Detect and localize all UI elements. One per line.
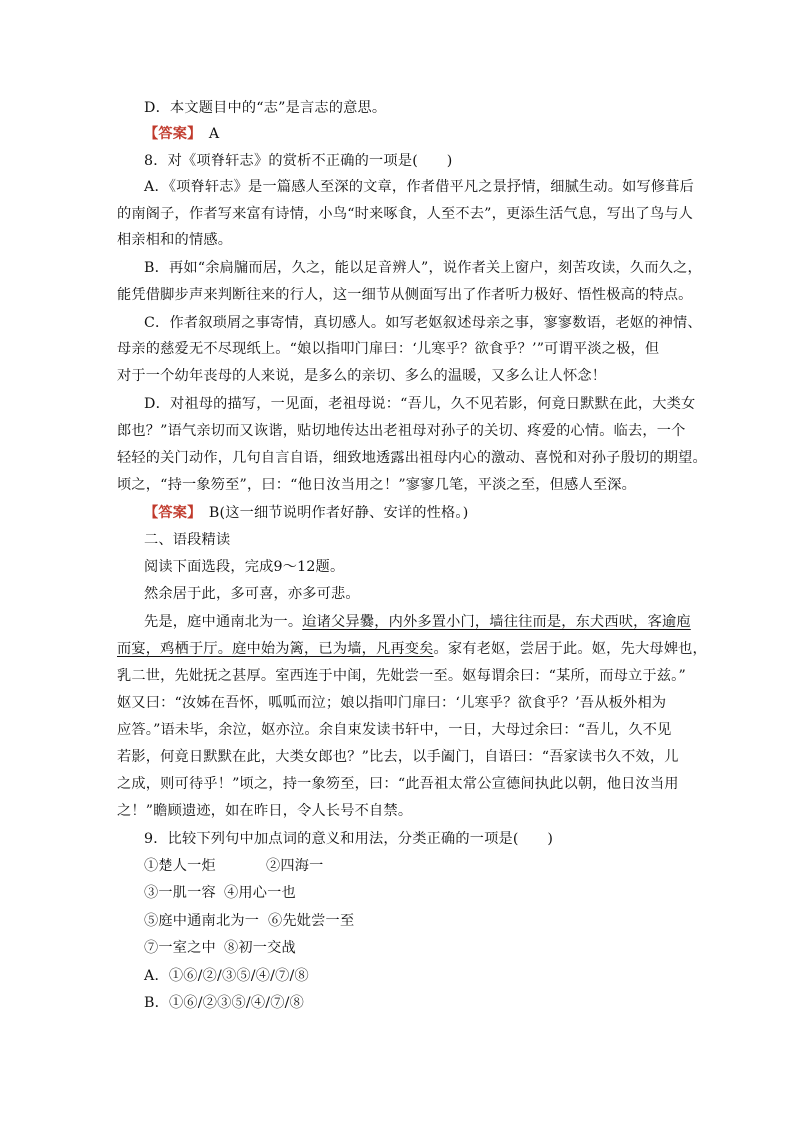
q9-item: ⑧初一交战 xyxy=(224,940,296,956)
section-heading: 二、语段精读 xyxy=(144,532,231,548)
q9-item: ⑥先妣尝一至 xyxy=(268,913,355,929)
passage-line xyxy=(144,612,691,632)
underlined-sentence: 迨诸父异爨，内外多置小门，墙往往而是，东犬西吠，客逾庖 xyxy=(302,614,691,630)
q8-option-c-line: C．作者叙琐屑之事寄情，真切感人。如写老妪叙述母亲之事，寥寥数语，老妪的神情、 xyxy=(144,315,702,331)
passage-intro: 然余居于此，多可喜，亦多可悲。 xyxy=(144,586,360,602)
q9-item: ⑦一室之中 xyxy=(144,940,216,956)
q9-item: ①楚人一炬 xyxy=(144,858,216,874)
passage-text: 先是，庭中通南北为一。 xyxy=(144,614,303,630)
q8-option-c-line: 对于一个幼年丧母的人来说，是多么的亲切、多么的温暖，又多么让人怀念！ xyxy=(117,368,607,384)
passage-line: 妪又曰：“汝姊在吾怀，呱呱而泣；娘以指叩门扉曰：‘儿寒乎？欲食乎？’吾从板外相为 xyxy=(117,695,667,711)
q8-option-a-line: 相亲相和的情感。 xyxy=(117,232,233,248)
q9-item: ④用心一也 xyxy=(224,885,296,901)
q8-option-b-line: B．再如“余扃牖而居，久之，能以足音辨人”，说作者关上窗户，刻苦攻读，久而久之， xyxy=(144,260,702,276)
q8-option-a-line: A．《项脊轩志》是一篇感人至深的文章，作者借平凡之景抒情，细腻生动。如写修葺后 xyxy=(144,179,695,195)
q9-stem: 9．比较下列句中加点词的意义和用法，分类正确的一项是( ) xyxy=(144,831,554,847)
passage-line: 应答。”语未毕，余泣，妪亦泣。余自束发读书轩中，一日，大母过余曰：“吾儿，久不见 xyxy=(117,722,672,738)
q8-option-b-line: 能凭借脚步声来判断往来的行人，这一细节从侧面写出了作者听力极好、悟性极高的特点。 xyxy=(117,287,693,303)
passage-line: 若影，何竟日默默在此，大类女郎也？”比去，以手阖门，自语曰：“吾家读书久不效，儿 xyxy=(117,749,679,765)
q8-option-d-line: 郎也？”语气亲切而又诙谐，贴切地传达出老祖母对孙子的关切、疼爱的心情。临去，一个 xyxy=(117,423,686,439)
passage-line: 之成，则可待乎！”顷之，持一象笏至，曰：“此吾祖太常公宣德间执此以朝，他日汝当用 xyxy=(117,776,679,792)
q9-item: ③一肌一容 xyxy=(144,885,216,901)
q9-option-a: A．①⑥/②/③⑤/④/⑦/⑧ xyxy=(144,968,309,984)
q8-option-c-line: 母亲的慈爱无不尽现纸上。“娘以指叩门扉曰：‘儿寒乎？欲食乎？’”可谓平淡之极，但 xyxy=(117,341,660,357)
q8-stem: 8．对《项脊轩志》的赏析不正确的一项是( ) xyxy=(144,153,453,169)
q7-option-d: D．本文题目中的“志”是言志的意思。 xyxy=(144,100,387,116)
answer-tag: 【答案】 xyxy=(144,505,195,521)
q8-option-a-line: 的南阁子，作者写来富有诗情，小鸟“时来啄食，人至不去”，更添生活气息，写出了鸟与人 xyxy=(117,206,694,222)
q9-item: ⑤庭中通南北为一 xyxy=(144,913,260,929)
answer-value: B(这一细节说明作者好静、安详的性格。) xyxy=(208,505,469,521)
answer-value: A xyxy=(208,126,220,142)
q7-answer xyxy=(144,124,219,144)
passage-line: 乳二世，先妣抚之甚厚。室西连于中闺，先妣尝一至。妪每谓余曰：“某所，而母立于兹。” xyxy=(117,668,686,684)
passage-text: 。家有老妪，尝居于此。妪，先大母婢也， xyxy=(433,641,707,657)
section-instruction: 阅读下面选段，完成9～12题。 xyxy=(144,559,345,575)
q8-option-d-line: 顷之，“持一象笏至”，曰：“他日汝当用之！”寥寥几笔，平淡之至，但感人至深。 xyxy=(117,477,636,493)
q8-option-d-line: 轻轻的关门动作，几句自言自语，细致地透露出祖母内心的激动、喜悦和对孙子殷切的期望。 xyxy=(117,450,707,466)
passage-line xyxy=(117,639,707,659)
passage-line: 之！”瞻顾遗迹，如在昨日，令人长号不自禁。 xyxy=(117,803,413,819)
q9-option-b: B．①⑥/②③⑤/④/⑦/⑧ xyxy=(144,995,305,1011)
answer-tag: 【答案】 xyxy=(144,126,195,142)
q8-answer xyxy=(144,503,468,523)
q9-item: ②四海一 xyxy=(266,858,324,874)
underlined-sentence: 而宴，鸡栖于厅。庭中始为篱，已为墙，凡再变矣 xyxy=(117,641,434,657)
q8-option-d-line: D．对祖母的描写，一见面，老祖母说：“吾儿，久不见若影，何竟日默默在此，大类女 xyxy=(144,396,696,412)
